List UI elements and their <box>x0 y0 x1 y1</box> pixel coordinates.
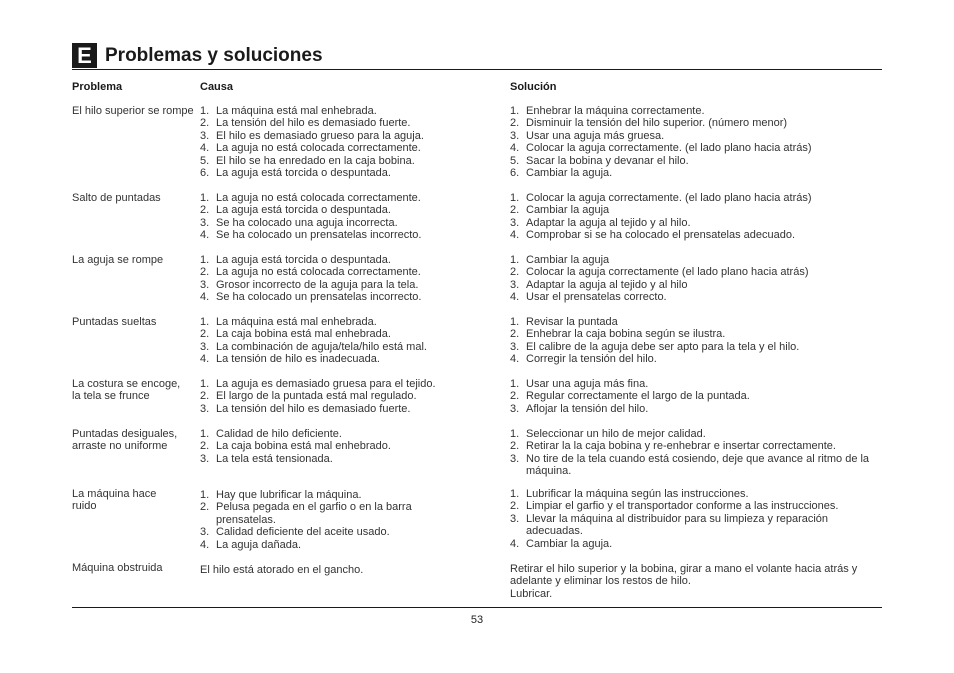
list-item: 1. La aguja no está colocada correctamente. <box>200 192 421 204</box>
list-item: 1. Enhebrar la máquina correctamente. <box>510 105 705 117</box>
solution-list <box>510 488 885 550</box>
cause-list <box>200 105 500 179</box>
list-item: 4. Se ha colocado un prensatelas incorrecto. <box>200 229 422 242</box>
list-item: 4. La aguja no está colocada correctamente. <box>200 142 421 155</box>
list-item: 1. Cambiar la aguja <box>510 254 610 266</box>
section-header <box>72 43 882 70</box>
list-item: 4. La tensión de hilo es inadecuada. <box>200 353 380 366</box>
top-rule <box>72 69 882 70</box>
column-header-solution: Solución <box>510 81 557 93</box>
list-item: 2. La tensión del hilo es demasiado fuerte. <box>200 117 411 130</box>
list-item: 2. Disminuir la tensión del hilo superior. (número menor) <box>510 117 788 130</box>
list-item: 3. No tire de la tela cuando está cosiendo, deje que avance al ritmo de la máquina. <box>510 452 870 478</box>
problem-label: La máquina hace ruido <box>72 488 157 513</box>
list-item: 2. Cambiar la aguja <box>510 204 610 217</box>
list-item: 1. Calidad de hilo deficiente. <box>200 428 342 440</box>
list-item: 1. Seleccionar un hilo de mejor calidad. <box>510 428 706 440</box>
problem-label: Puntadas desiguales, arraste no uniforme <box>72 428 178 453</box>
list-item: 4. Se ha colocado un prensatelas incorrecto. <box>200 291 422 304</box>
list-item: 3. El calibre de la aguja debe ser apto para la tela y el hilo. <box>510 340 800 353</box>
solution-list <box>510 254 885 304</box>
solution-line: Lubricar. <box>510 587 553 600</box>
list-item: 6. La aguja está torcida o despuntada. <box>200 167 391 180</box>
list-item: 4. Comprobar si se ha colocado el prensatelas adecuado. <box>510 229 796 242</box>
list-item: 3. Usar una aguja más gruesa. <box>510 129 665 142</box>
list-item: 3. Grosor incorrecto de la aguja para la tela. <box>200 278 419 291</box>
cause-list <box>200 316 500 366</box>
list-item: 2. Retirar la la caja bobina y re-enhebrar e insertar correctamente. <box>510 440 836 453</box>
list-item: 3. Calidad deficiente del aceite usado. <box>200 526 390 539</box>
list-item: 4. Cambiar la aguja. <box>510 537 613 550</box>
list-item: 1. La máquina está mal enhebrada. <box>200 105 377 117</box>
cause-list <box>200 378 500 415</box>
list-item: 3. La combinación de aguja/tela/hilo está mal. <box>200 340 427 353</box>
list-item: 2. Pelusa pegada en el garfio o en la barra prensatelas. <box>200 501 412 526</box>
list-item: 1. La máquina está mal enhebrada. <box>200 316 377 328</box>
column-header-cause: Causa <box>200 81 234 93</box>
list-item: 2. La caja bobina está mal enhebrada. <box>200 328 391 341</box>
list-item: 3. El hilo es demasiado grueso para la aguja. <box>200 129 424 142</box>
cause-list <box>200 428 500 465</box>
list-item: 3. Aflojar la tensión del hilo. <box>510 402 649 415</box>
list-item: 5. El hilo se ha enredado en la caja bobina. <box>200 154 415 167</box>
solution-list <box>510 316 885 366</box>
list-item: 3. Se ha colocado una aguja incorrecta. <box>200 216 398 229</box>
cause-list <box>200 192 500 242</box>
solution-list <box>510 378 885 415</box>
problem-label: La aguja se rompe <box>72 254 164 266</box>
page-number: 53 <box>470 614 484 626</box>
list-item: 2. Colocar la aguja correctamente (el lado plano hacia atrás) <box>510 266 809 279</box>
list-item: 3. Adaptar la aguja al tejido y al hilo. <box>510 216 691 229</box>
problem-label: Máquina obstruida <box>72 562 163 574</box>
problem-label: La costura se encoge, la tela se frunce <box>72 378 181 403</box>
solution-line: Retirar el hilo superior y la bobina, girar a mano el volante hacia atrás y adelante y eliminar los restos de hilo. <box>510 563 858 588</box>
problem-label: Salto de puntadas <box>72 192 161 204</box>
list-item: 2. Enhebrar la caja bobina según se ilustra. <box>510 328 726 341</box>
list-item: 2. La aguja está torcida o despuntada. <box>200 204 391 217</box>
page-title: Problemas y soluciones <box>105 45 323 66</box>
list-item: 4. Colocar la aguja correctamente. (el lado plano hacia atrás) <box>510 142 812 155</box>
list-item: 1. Usar una aguja más fina. <box>510 378 649 390</box>
cause-list <box>200 489 465 551</box>
list-item: 1. La aguja está torcida o despuntada. <box>200 254 391 266</box>
list-item: 2. La caja bobina está mal enhebrado. <box>200 440 391 453</box>
cause-list <box>200 254 500 304</box>
cause-text: El hilo está atorado en el gancho. <box>200 564 364 576</box>
solution-list <box>510 192 885 242</box>
solution-text <box>510 563 880 600</box>
list-item: 4. Corregir la tensión del hilo. <box>510 353 657 366</box>
list-item: 5. Sacar la bobina y devanar el hilo. <box>510 154 689 167</box>
list-item: 1. Colocar la aguja correctamente. (el lado plano hacia atrás) <box>510 192 812 204</box>
problem-label: El hilo superior se rompe <box>72 105 194 117</box>
list-item: 3. La tela está tensionada. <box>200 452 333 465</box>
list-item: 1. La aguja es demasiado gruesa para el tejido. <box>200 378 436 390</box>
list-item: 1. Revisar la puntada <box>510 316 618 328</box>
list-item: 3. Adaptar la aguja al tejido y al hilo <box>510 278 688 291</box>
list-item: 2. El largo de la puntada está mal regulado. <box>200 390 417 403</box>
list-item: 1. Lubrificar la máquina según las instrucciones. <box>510 488 749 500</box>
list-item: 2. Regular correctamente el largo de la puntada. <box>510 390 750 403</box>
list-item: 4. Usar el prensatelas correcto. <box>510 291 667 304</box>
list-item: 4. La aguja dañada. <box>200 538 302 551</box>
section-badge: E <box>72 43 97 68</box>
list-item: 2. Limpiar el garfio y el transportador conforme a las instrucciones. <box>510 500 839 513</box>
list-item: 1. Hay que lubrificar la máquina. <box>200 489 362 501</box>
column-header-problem: Problema <box>72 81 123 93</box>
problem-label: Puntadas sueltas <box>72 316 157 328</box>
list-item: 2. La aguja no está colocada correctamente. <box>200 266 421 279</box>
list-item: 6. Cambiar la aguja. <box>510 167 613 180</box>
list-item: 3. Llevar la máquina al distribuidor para su limpieza y reparación adecuadas. <box>510 512 829 538</box>
bottom-rule <box>72 607 882 608</box>
list-item: 3. La tensión del hilo es demasiado fuerte. <box>200 402 411 415</box>
solution-list <box>510 428 870 478</box>
solution-list <box>510 105 885 179</box>
